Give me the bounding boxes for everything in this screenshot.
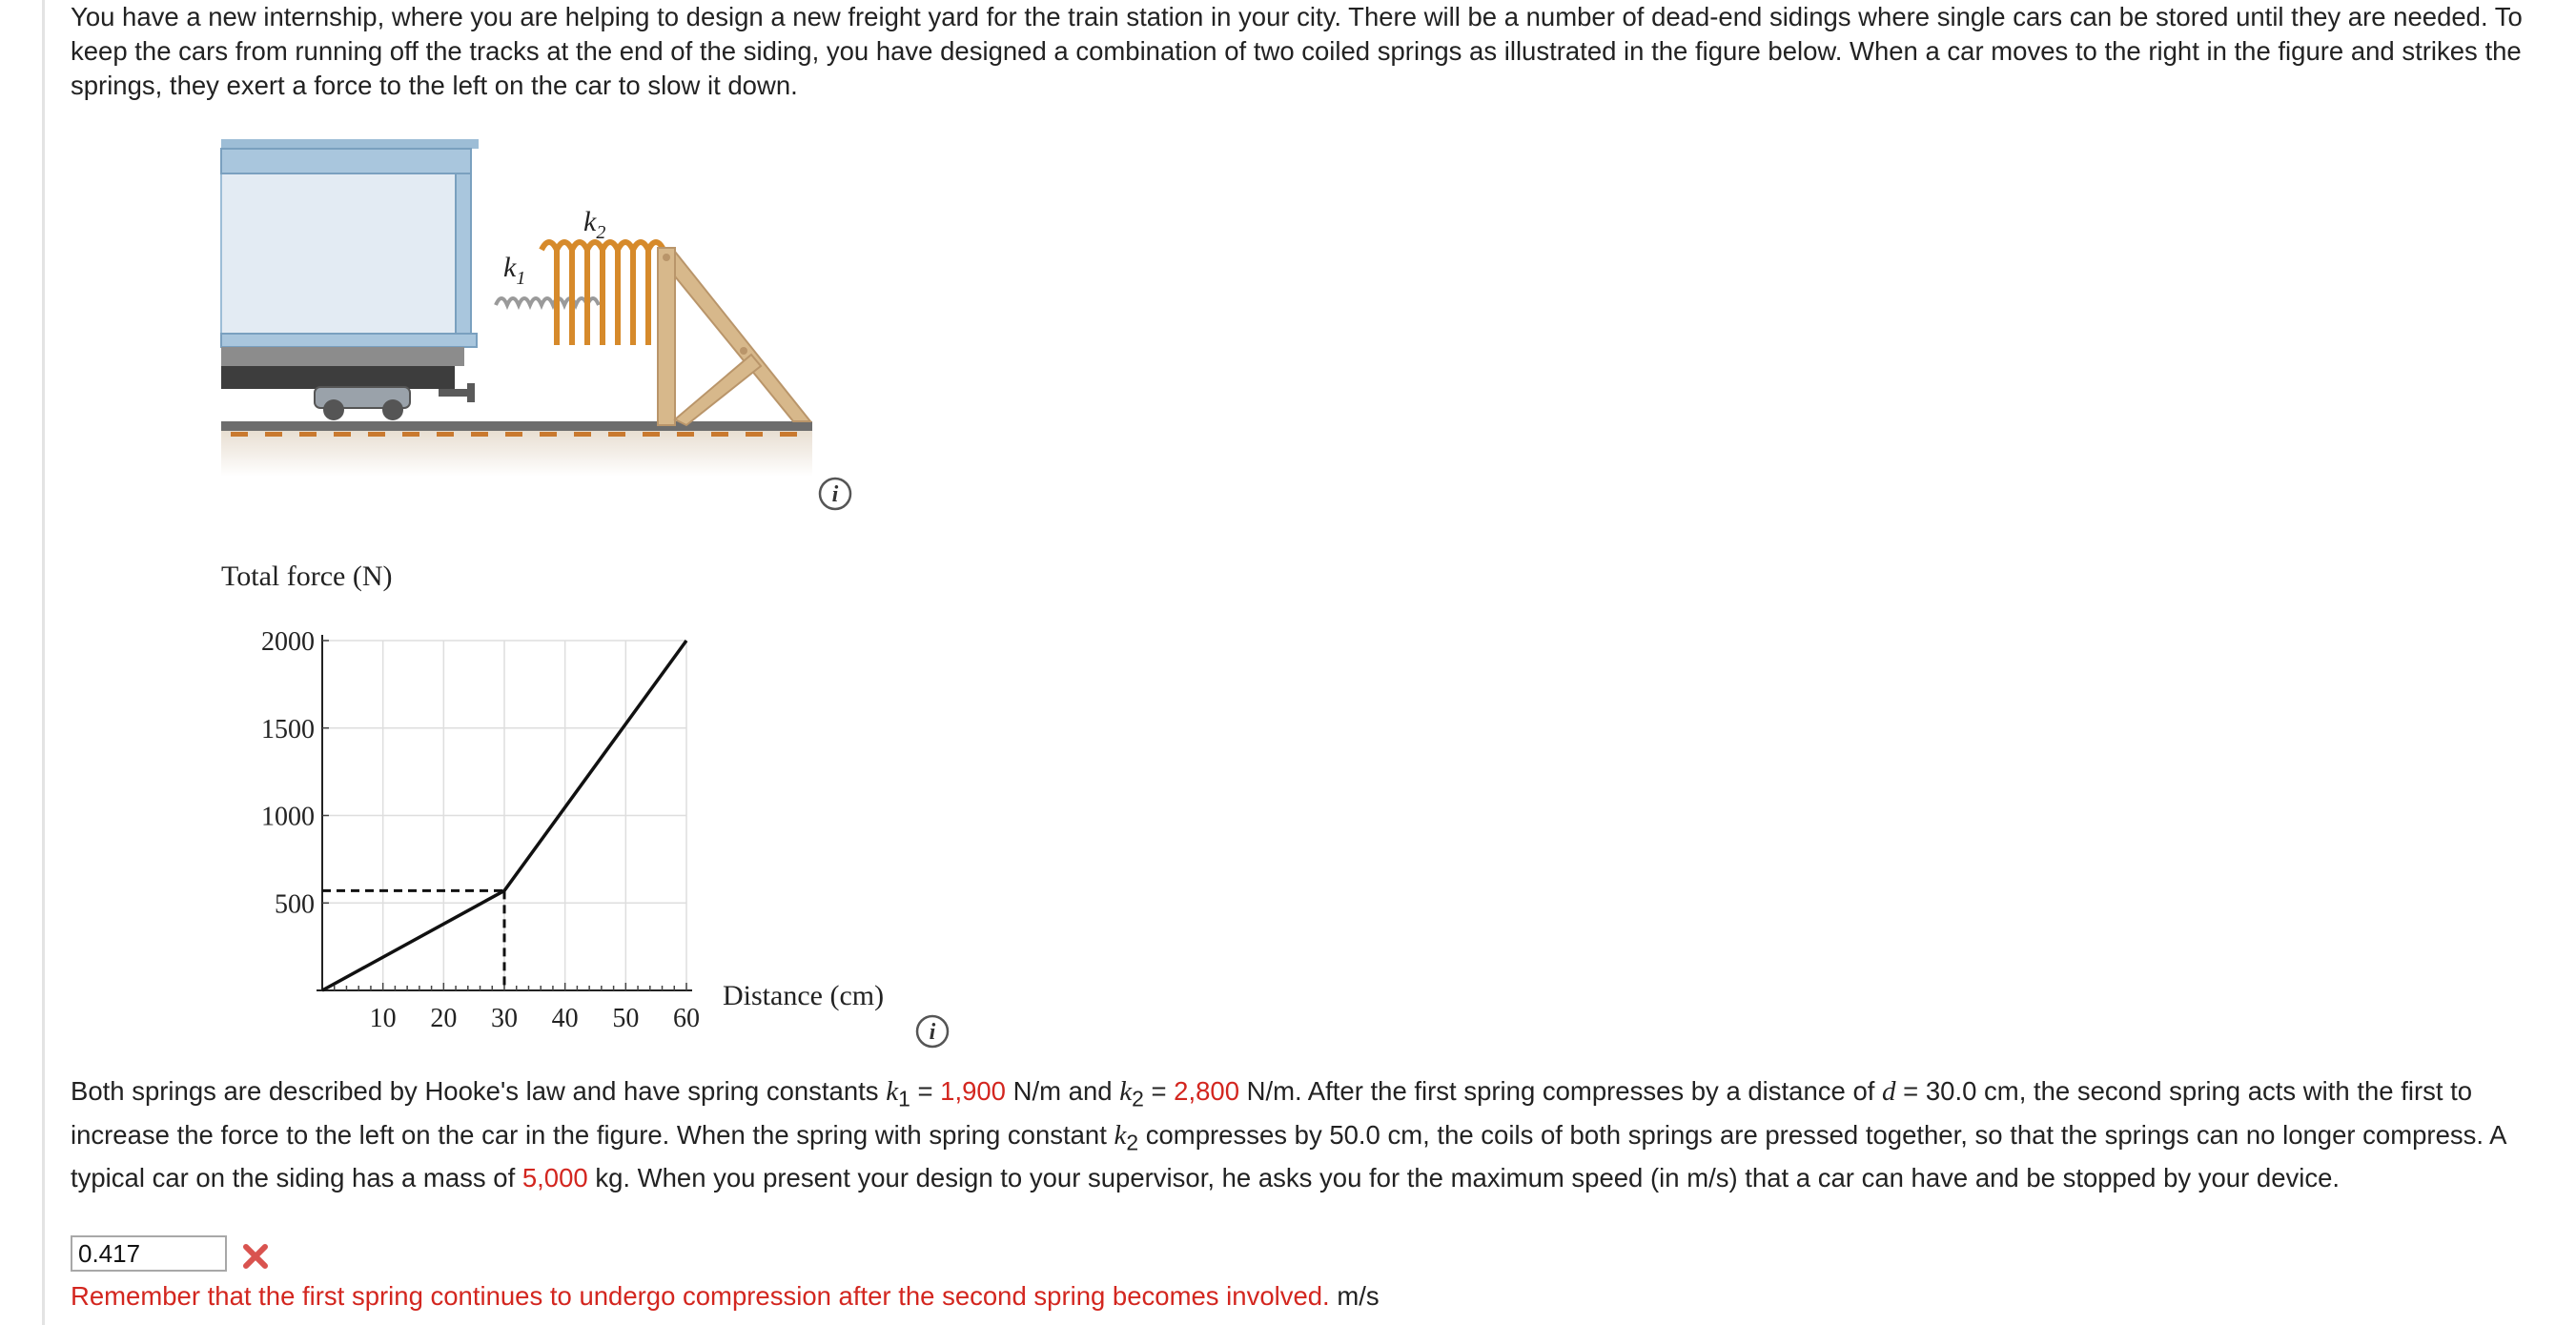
chart-ticks	[261, 627, 700, 1033]
y-axis-label: Total force (N)	[221, 561, 393, 592]
problem-intro: You have a new internship, where you are helping to design a new freight yard for the train station in your city. There will be a number of dead-end sidings where single cars can be stored until they are needed. To keep the cars from running off the tracks at the end of the siding, you have designed a combination of two coiled springs as illustrated in the figure below. When a car moves to the right in the figure and strikes the springs, they exert a force to the left on the car to slow it down.	[71, 2, 2523, 100]
y-tick-label: 500	[275, 889, 315, 920]
answer-input[interactable]	[71, 1235, 227, 1272]
rail	[221, 421, 812, 431]
problem-body: Both springs are described by Hooke's law and have spring constants $k_1 = 1,900$ N/m and $k_2 = 2,800$ N/m. After the first spring compresses by a distance of d = 30.0 cm, the second spring acts with the first to increase the force to the left on the car in the figure. When the spring with spring constant $k_2$ compresses by 50.0 cm, the coils of both springs are pressed together, so that the springs can no longer compress. A typical car on the siding has a mass of 5,000 kg. When you present your design to your supervisor, he asks you for the maximum speed (in m/s) that a car can have and be stopped by your device.	[71, 1076, 2505, 1192]
spring-k2	[542, 242, 664, 345]
mass-value: 5,000	[521, 1163, 588, 1192]
k2-value: 2,800	[1174, 1076, 1239, 1106]
spring2-label: $k_2$	[583, 206, 606, 243]
y-tick-label: 1000	[261, 802, 315, 832]
wrong-icon	[240, 1241, 271, 1272]
feedback-message: Remember that the first spring continues to undergo compression after the second spring becomes involved.	[71, 1281, 1330, 1311]
answer-row	[71, 1235, 1596, 1277]
svg-text:i: i	[831, 482, 839, 507]
svg-text:i: i	[929, 1020, 936, 1045]
freight-car	[221, 139, 479, 420]
feedback-row	[71, 1279, 1380, 1314]
spring-k1	[496, 298, 599, 305]
x-tick-label: 50	[612, 1004, 640, 1033]
x-tick-label: 60	[673, 1004, 700, 1033]
y-tick-label: 1500	[261, 714, 315, 744]
wooden-bumper	[658, 248, 810, 425]
train-figure	[210, 133, 877, 515]
y-tick-label: 2000	[261, 627, 315, 657]
x-tick-label: 30	[491, 1004, 518, 1033]
x-tick-label: 40	[551, 1004, 579, 1033]
x-tick-label: 10	[369, 1004, 397, 1033]
x-tick-label: 20	[430, 1004, 458, 1033]
x-axis-label: Distance (cm)	[723, 980, 885, 1011]
spring1-label: $k_1$	[503, 252, 526, 289]
rail-ties	[231, 432, 797, 437]
k1-value: 1,900	[940, 1076, 1006, 1106]
answer-unit: m/s	[1337, 1281, 1380, 1311]
info-icon[interactable]	[917, 1016, 948, 1047]
force-chart	[210, 553, 972, 1058]
left-divider	[42, 0, 45, 1325]
info-icon[interactable]	[820, 479, 850, 509]
